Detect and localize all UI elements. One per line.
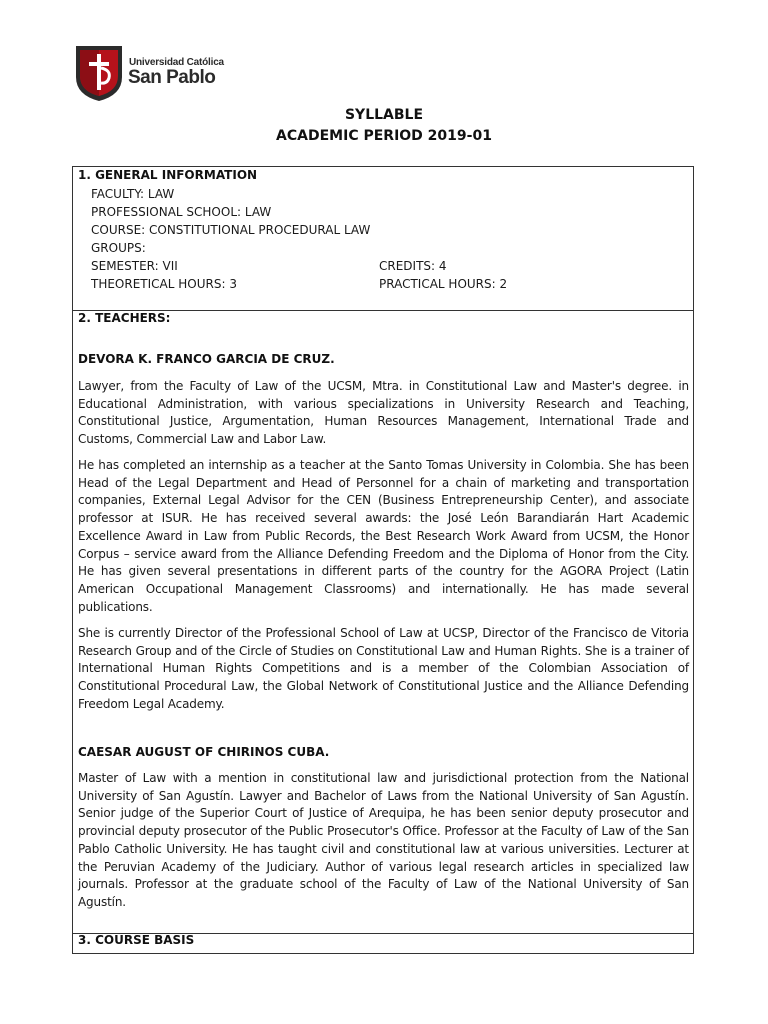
- groups-field: GROUPS:: [91, 241, 146, 255]
- teacher-1-name: DEVORA K. FRANCO GARCIA DE CRUZ.: [78, 352, 335, 366]
- teacher-1-paragraph-1: Lawyer, from the Faculty of Law of the UCSM, Mtra. in Constitutional Law and Master's degree. in Educational Administration, with various specializations in University Research and Teaching, Constitutional Justice, Argumentation, Human Resources Management, International Trade and Customs, Commercial Law and Labor Law.: [78, 379, 689, 447]
- syllabus-table: [72, 166, 694, 954]
- faculty-field: FACULTY: LAW: [91, 187, 175, 201]
- teacher-1-paragraph-3: She is currently Director of the Professional School of Law at UCSP, Director of the Francisco de Vitoria Research Group and of the Circle of Studies on Constitutional Law and Human Rights. She is a trainer of International Human Rights Competitions and is a member of the Colombian Association of Constitutional Procedural Law, the Global Network of Constitutional Justice and the Alliance Defending Freedom Legal Academy.: [78, 626, 689, 711]
- general-information-heading: 1. GENERAL INFORMATION: [78, 168, 258, 182]
- course-basis-heading: 3. COURSE BASIS: [78, 933, 195, 947]
- title-academic-period: ACADEMIC PERIOD 2019-01: [276, 128, 492, 144]
- teachers-heading: 2. TEACHERS:: [78, 311, 171, 325]
- course-field: COURSE: CONSTITUTIONAL PROCEDURAL LAW: [91, 223, 371, 237]
- general-information-section: [73, 167, 693, 311]
- teacher-2-paragraph-1: Master of Law with a mention in constitutional law and jurisdictional protection from the National University of San Agustín. Lawyer and Bachelor of Laws from the National University of San Agustín. Senior judge of the Superior Court of Justice of Arequipa, he has been senior deputy prosecutor and provincial deputy prosecutor of the Public Prosecutor's Office. Professor at the Faculty of Law of the San Pablo Catholic University. He has taught civil and constitutional law at various universities. Lecturer at the Peruvian Academy of the Judiciary. Author of various legal research articles in specialized law journals. Professor at the graduate school of the Faculty of Law of the National University of San Agustín.: [78, 771, 689, 909]
- title-syllable: SYLLABLE: [344, 107, 424, 123]
- credits-field: CREDITS: 4: [379, 259, 447, 273]
- logo-university-name: San Pablo: [128, 67, 216, 88]
- semester-field: SEMESTER: VII: [91, 259, 178, 273]
- professional-school-field: PROFESSIONAL SCHOOL: LAW: [91, 205, 272, 219]
- teachers-section: [73, 310, 693, 934]
- document-title: [0, 105, 768, 147]
- teacher-1-paragraph-2: He has completed an internship as a teacher at the Santo Tomas University in Colombia. She has been Head of the Legal Department and Head of Personnel for a chain of marketing and transportation companies, External Legal Advisor for the CEN (Business Entrepreneurship Center), and associate professor at ISUR. He has received several awards: the José León Barandiarán Hart Academic Excellence Award in Law from Public Records, the Best Research Work Award from UCSM, the Honor Corpus – service award from the Alliance Defending Freedom and the Diploma of Honor from the City. He has given several presentations in different parts of the country for the AGORA Project (Latin American Occupational Management Classrooms) and internationally. He has made several publications.: [78, 458, 689, 614]
- theoretical-hours-field: THEORETICAL HOURS: 3: [91, 277, 237, 291]
- university-logo: [73, 43, 233, 103]
- logo-university-label: Universidad Católica: [129, 57, 224, 68]
- teacher-2-name: CAESAR AUGUST OF CHIRINOS CUBA.: [78, 745, 330, 759]
- course-basis-section: [73, 933, 693, 953]
- practical-hours-field: PRACTICAL HOURS: 2: [379, 277, 508, 291]
- shield-cross-icon: [73, 43, 125, 103]
